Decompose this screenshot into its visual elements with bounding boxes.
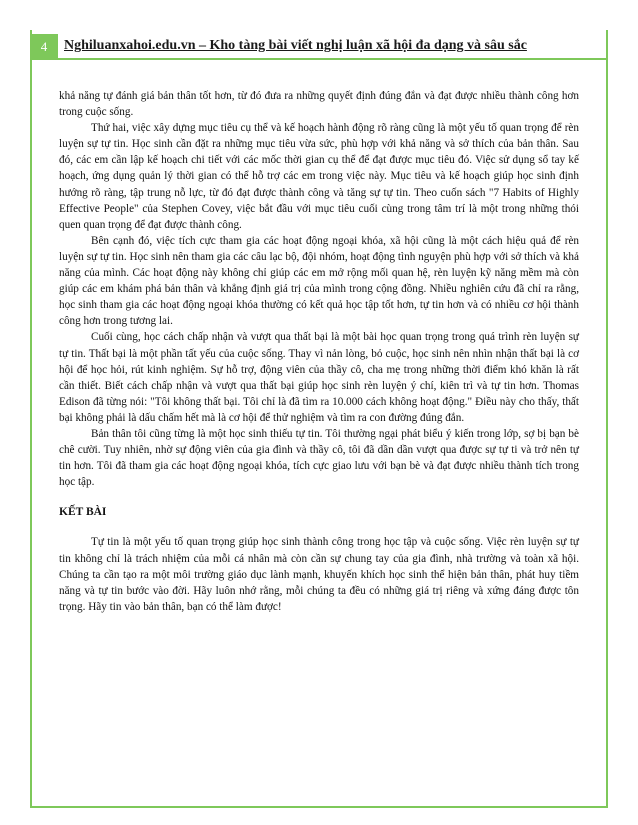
paragraph-continued: khả năng tự đánh giá bản thân tốt hơn, từ đó đưa ra những quyết định đúng đắn và đạt được nhiều thành công hơn trong cuộc sống. (59, 90, 579, 119)
header-divider (30, 58, 608, 60)
paragraph: Bản thân tôi cũng từng là một học sinh thiếu tự tin. Tôi thường ngại phát biểu ý kiến trong lớp, sợ bị bạn bè chê cười. Tuy nhiên, nhờ sự động viên của gia đình và thầy cô, tôi đã dần dần vượt qua được sự tự ti và trở nên tự tin hơn. Tôi đã tham gia các hoạt động ngoại khóa, tích cực giao lưu với bạn bè và đạt được nhiều thành tích trong học tập. (59, 427, 579, 489)
paragraph: Bên cạnh đó, việc tích cực tham gia các hoạt động ngoại khóa, xã hội cũng là một cách hiệu quả để rèn luyện sự tự tin. Học sinh nên tham gia các câu lạc bộ, đội nhóm, hoạt động tình nguyện phù hợp với sở thích và khả năng của mình. Các hoạt động này không chỉ giúp các em mở rộng mối quan hệ, rèn luyện kỹ năng mềm mà còn giúp các em khám phá bản thân và khẳng định giá trị của mình trong cộng đồng. Nhiều nghiên cứu đã chỉ ra rằng, học sinh tham gia các hoạt động ngoại khóa thường có kết quả học tập tốt hơn, tự tin hơn và có nhiều cơ hội thành công hơn trong tương lai. (59, 234, 579, 328)
page-header (0, 34, 608, 60)
document-body (59, 88, 579, 615)
paragraph: Cuối cùng, học cách chấp nhận và vượt qua thất bại là một bài học quan trọng trong quá trình rèn luyện sự tự tin. Thất bại là một phần tất yếu của cuộc sống. Thay vì nản lòng, bỏ cuộc, học sinh nên nhìn nhận thất bại là cơ hội để học hỏi, rút kinh nghiệm. Sự hỗ trợ, động viên của thầy cô, cha mẹ trong những thời điểm khó khăn là rất cần thiết. Biết cách chấp nhận và vượt qua thất bại giúp học sinh rèn luyện ý chí, kiên trì và tự tin hơn. Thomas Edison đã từng nói: "Tôi không thất bại. Tôi chỉ là đã tìm ra 10.000 cách không hoạt động." Điều này cho thấy, thất bại không phải là dấu chấm hết mà là cơ hội để thử nghiệm và tìm ra con đường đúng đắn. (59, 331, 579, 424)
header-title[interactable]: Nghiluanxahoi.edu.vn – Kho tàng bài viết nghị luận xã hội đa dạng và sâu sắc (64, 38, 527, 53)
conclusion-heading: KẾT BÀI (59, 506, 107, 519)
paragraph: Thứ hai, việc xây dựng mục tiêu cụ thể và kế hoạch hành động rõ ràng cũng là một yếu tố quan trọng để rèn luyện sự tự tin. Học sinh cần đặt ra những mục tiêu vừa sức, phù hợp với khả năng và sở thích của bản thân. Sau đó, các em cần lập kế hoạch chi tiết với các mốc thời gian cụ thể để đạt được mục tiêu đó. Việc sử dụng sổ tay kế hoạch, ứng dụng quản lý thời gian có thể hỗ trợ các em trong việc này. Mục tiêu và kế hoạch giúp học sinh định hướng rõ ràng, tập trung nỗ lực, từ đó đạt được thành công và tăng sự tự tin. Theo cuốn sách "7 Habits of Highly Effective People" của Stephen Covey, việc bắt đầu với mục tiêu cuối cùng trong tâm trí là một trong những thói quen quan trọng để đạt được thành công. (59, 122, 579, 231)
conclusion-paragraph: Tự tin là một yếu tố quan trọng giúp học sinh thành công trong học tập và cuộc sống. Việc rèn luyện sự tự tin không chỉ là trách nhiệm của mỗi cá nhân mà còn cần sự chung tay của gia đình, nhà trường và toàn xã hội. Chúng ta cần tạo ra một môi trường giáo dục lành mạnh, khuyến khích học sinh thể hiện bản thân, phát huy tiềm năng và tự tin bước vào đời. Hãy luôn nhớ rằng, mỗi chúng ta đều có những giá trị riêng và xứng đáng được tôn trọng. Hãy tin vào bản thân, bạn có thể làm được! (59, 536, 579, 613)
page-number: 4 (30, 34, 58, 60)
